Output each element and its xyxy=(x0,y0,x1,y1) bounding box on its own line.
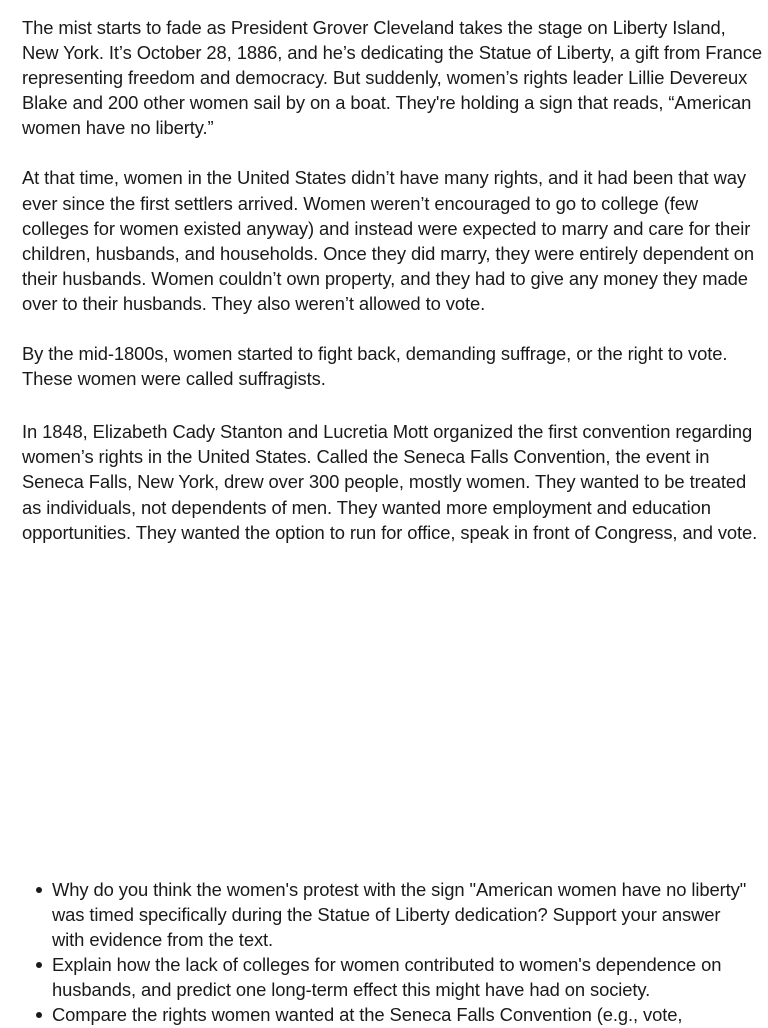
question-text: Why do you think the women's protest with the sign "American women have no liberty" was timed specifically during the Statue of Liberty dedication? Support your answer with evidence from the text. xyxy=(52,879,747,951)
article-body xyxy=(22,15,766,545)
bullet-icon xyxy=(36,887,42,893)
question-list xyxy=(0,877,768,1028)
question-item xyxy=(0,877,768,952)
question-text: Compare the rights women wanted at the Seneca Falls Convention (e.g., vote, xyxy=(52,1004,683,1026)
paragraph-suffragists: By the mid-1800s, women started to fight back, demanding suffrage, or the right to vote. These women were called suffragists. xyxy=(22,343,728,390)
question-item xyxy=(0,952,768,1002)
paragraph-statue-dedication: The mist starts to fade as President Grover Cleveland takes the stage on Liberty Island, New York. It’s October 28, 1886, and he’s dedicating the Statue of Liberty, a gift from France representing freedom and democracy. But suddenly, women’s rights leader Lillie Devereux Blake and 200 other women sail by on a boat. They're holding a sign that reads, “American women have no liberty.” xyxy=(22,17,762,139)
paragraph-women-rights-history: At that time, women in the United States didn’t have many rights, and it had been that way ever since the first settlers arrived. Women weren’t encouraged to go to college (few colleges for women existed anyway) and instead were expected to marry and care for their children, husbands, and households. Once they did marry, they were entirely dependent on their husbands. Women couldn’t own property, and they had to give any money they made over to their husbands. They also weren’t allowed to vote. xyxy=(22,167,755,314)
paragraph-seneca-falls: In 1848, Elizabeth Cady Stanton and Lucretia Mott organized the first convention regarding women’s rights in the United States. Called the Seneca Falls Convention, the event in Seneca Falls, New York, drew over 300 people, mostly women. They wanted to be treated as individuals, not dependents of men. They wanted more employment and education opportunities. They wanted the option to run for office, speak in front of Congress, and vote. xyxy=(22,421,758,543)
bullet-icon xyxy=(36,962,42,968)
question-text: Explain how the lack of colleges for women contributed to women's dependence on husbands, and predict one long-term effect this might have had on society. xyxy=(52,954,722,1001)
bullet-icon xyxy=(36,1012,42,1018)
